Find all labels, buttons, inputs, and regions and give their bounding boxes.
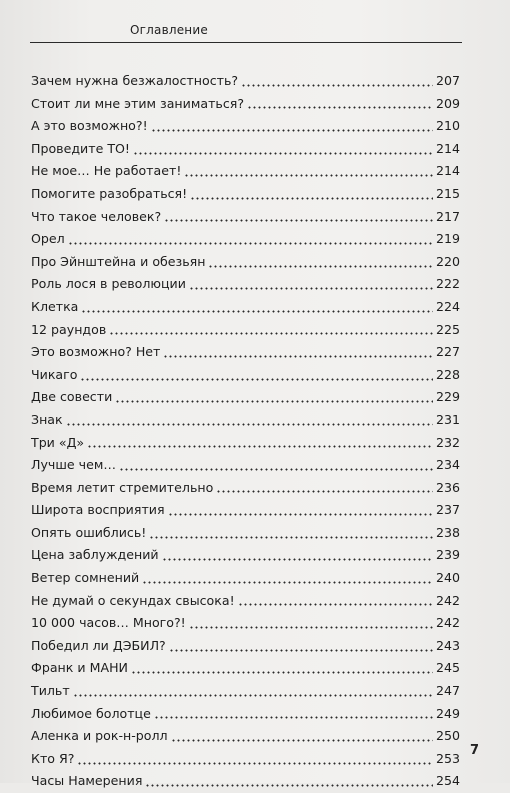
dot-leader — [169, 649, 433, 652]
toc-entry-page: 224 — [435, 298, 460, 314]
toc-entry-page: 245 — [435, 660, 460, 676]
toc-entry-title: Цена заблуждений — [31, 547, 159, 563]
toc-entry — [31, 703, 460, 726]
running-header — [30, 22, 462, 43]
dot-leader — [66, 423, 433, 426]
toc-entry-page: 228 — [435, 366, 460, 382]
toc-entry-title: Орел — [31, 231, 65, 247]
toc-entry — [31, 228, 460, 251]
toc-entry — [31, 341, 460, 364]
toc-entry-page: 239 — [435, 547, 460, 563]
dot-leader — [189, 626, 433, 629]
dot-leader — [145, 784, 433, 787]
toc-entry-title: А это возможно?! — [31, 118, 148, 134]
dot-leader — [163, 355, 433, 358]
toc-entry-page: 217 — [435, 208, 460, 224]
toc-entry-page: 249 — [435, 705, 460, 721]
dot-leader — [131, 671, 433, 674]
dot-leader — [87, 445, 433, 448]
toc-entry — [31, 725, 460, 748]
toc-entry — [31, 522, 460, 545]
toc-entry-page: 229 — [435, 389, 460, 405]
toc-entry-page: 250 — [435, 728, 460, 744]
toc-entry-page: 225 — [435, 321, 460, 337]
dot-leader — [190, 197, 433, 200]
toc-entry — [31, 567, 460, 590]
toc-entry-title: Не мое… Не работает! — [31, 163, 182, 179]
toc-entry-title: Зачем нужна безжалостность? — [31, 73, 239, 88]
toc-entry-page: 207 — [435, 73, 460, 88]
toc-entry-page: 219 — [435, 231, 460, 247]
toc-entry — [31, 273, 460, 296]
dot-leader — [154, 716, 433, 719]
dot-leader — [80, 378, 432, 381]
toc-entry-page: 234 — [435, 457, 460, 473]
toc-entry-page: 214 — [435, 163, 460, 179]
toc-entry — [31, 657, 460, 680]
toc-entry-page: 232 — [435, 434, 460, 450]
toc-entry — [31, 454, 460, 477]
toc-entry — [31, 70, 460, 93]
dot-leader — [216, 490, 433, 493]
toc-entry — [31, 432, 460, 455]
toc-entry-page: 209 — [435, 95, 460, 111]
toc-entry-title: Это возможно? Нет — [31, 344, 161, 360]
dot-leader — [119, 468, 433, 471]
toc-entry-title: Что такое человек? — [31, 208, 162, 224]
toc-entry-title: Лучше чем… — [31, 457, 116, 473]
toc-entry-page: 242 — [435, 592, 460, 608]
toc-entry-title: Три «Д» — [31, 434, 85, 450]
toc-entry — [31, 296, 460, 319]
toc-entry-title: Опять ошиблись! — [31, 524, 147, 540]
toc-entry — [31, 680, 460, 703]
toc-entry — [31, 499, 460, 522]
toc-entry-page: 247 — [435, 683, 460, 699]
toc-entry — [31, 183, 460, 206]
dot-leader — [241, 84, 433, 87]
header-title: Оглавление — [130, 23, 208, 37]
dot-leader — [133, 152, 433, 155]
toc-entry-title: Ветер сомнений — [31, 570, 140, 586]
dot-leader — [247, 106, 433, 109]
toc-entry — [31, 160, 460, 183]
dot-leader — [142, 581, 433, 584]
toc-entry — [31, 251, 460, 274]
toc-entry-title: Две совести — [31, 389, 113, 405]
dot-leader — [168, 513, 433, 516]
toc-entry-title: Часы Намерения — [31, 773, 143, 789]
table-of-contents — [31, 70, 460, 793]
toc-entry — [31, 115, 460, 138]
toc-entry-title: Чикаго — [31, 366, 78, 382]
toc-entry-page: 222 — [435, 276, 460, 292]
dot-leader — [109, 332, 433, 335]
toc-entry — [31, 770, 460, 793]
dot-leader — [208, 265, 432, 268]
dot-leader — [184, 174, 433, 177]
toc-entry-page: 220 — [435, 253, 460, 269]
toc-entry-title: Тильт — [31, 683, 70, 699]
dot-leader — [238, 603, 433, 606]
toc-entry-page: 236 — [435, 479, 460, 495]
toc-entry — [31, 748, 460, 771]
toc-entry-page: 237 — [435, 502, 460, 518]
toc-entry — [31, 319, 460, 342]
toc-entry-page: 238 — [435, 524, 460, 540]
toc-entry — [31, 206, 460, 229]
toc-entry-title: Роль лося в революции — [31, 276, 186, 292]
toc-entry-title: Аленка и рок-н-ролл — [31, 728, 168, 744]
dot-leader — [164, 219, 433, 222]
page-number: 7 — [470, 743, 480, 758]
toc-entry-title: 10 000 часов… Много?! — [31, 615, 186, 631]
toc-entry-title: Проведите ТО! — [31, 140, 130, 156]
toc-entry — [31, 612, 460, 635]
dot-leader — [162, 558, 433, 561]
toc-entry-title: Стоит ли мне этим заниматься? — [31, 95, 245, 111]
dot-leader — [77, 762, 433, 765]
toc-entry-title: 12 раундов — [31, 321, 107, 337]
dot-leader — [171, 739, 433, 742]
toc-entry — [31, 138, 460, 161]
toc-entry-page: 254 — [435, 773, 460, 789]
toc-entry-page: 231 — [435, 411, 460, 427]
toc-entry-page: 214 — [435, 140, 460, 156]
toc-entry-title: Победил ли ДЭБИЛ? — [31, 637, 166, 653]
toc-entry — [31, 477, 460, 500]
toc-entry — [31, 93, 460, 116]
dot-leader — [68, 242, 433, 245]
toc-entry-title: Франк и МАНИ — [31, 660, 128, 676]
toc-entry-title: Помогите разобраться! — [31, 185, 188, 201]
toc-entry-page: 210 — [435, 118, 460, 134]
toc-entry-title: Клетка — [31, 298, 79, 314]
dot-leader — [151, 129, 433, 132]
toc-entry — [31, 409, 460, 432]
toc-entry — [31, 364, 460, 387]
dot-leader — [73, 694, 433, 697]
toc-entry-page: 215 — [435, 185, 460, 201]
toc-entry — [31, 590, 460, 613]
toc-entry-title: Знак — [31, 411, 63, 427]
toc-entry-page: 240 — [435, 570, 460, 586]
toc-entry-page: 227 — [435, 344, 460, 360]
dot-leader — [81, 310, 433, 313]
toc-entry-title: Любимое болотце — [31, 705, 151, 721]
toc-entry-title: Кто Я? — [31, 750, 75, 766]
toc-entry — [31, 544, 460, 567]
toc-entry — [31, 386, 460, 409]
toc-entry-page: 243 — [435, 637, 460, 653]
dot-leader — [115, 400, 433, 403]
toc-entry-page: 242 — [435, 615, 460, 631]
dot-leader — [189, 287, 433, 290]
toc-entry-title: Время летит стремительно — [31, 479, 214, 495]
dot-leader — [149, 536, 433, 539]
toc-entry-title: Широта восприятия — [31, 502, 165, 518]
toc-entry-title: Про Эйнштейна и обезьян — [31, 253, 206, 269]
toc-entry-page: 253 — [435, 750, 460, 766]
toc-entry-title: Не думай о секундах свысока! — [31, 592, 235, 608]
toc-entry — [31, 635, 460, 658]
